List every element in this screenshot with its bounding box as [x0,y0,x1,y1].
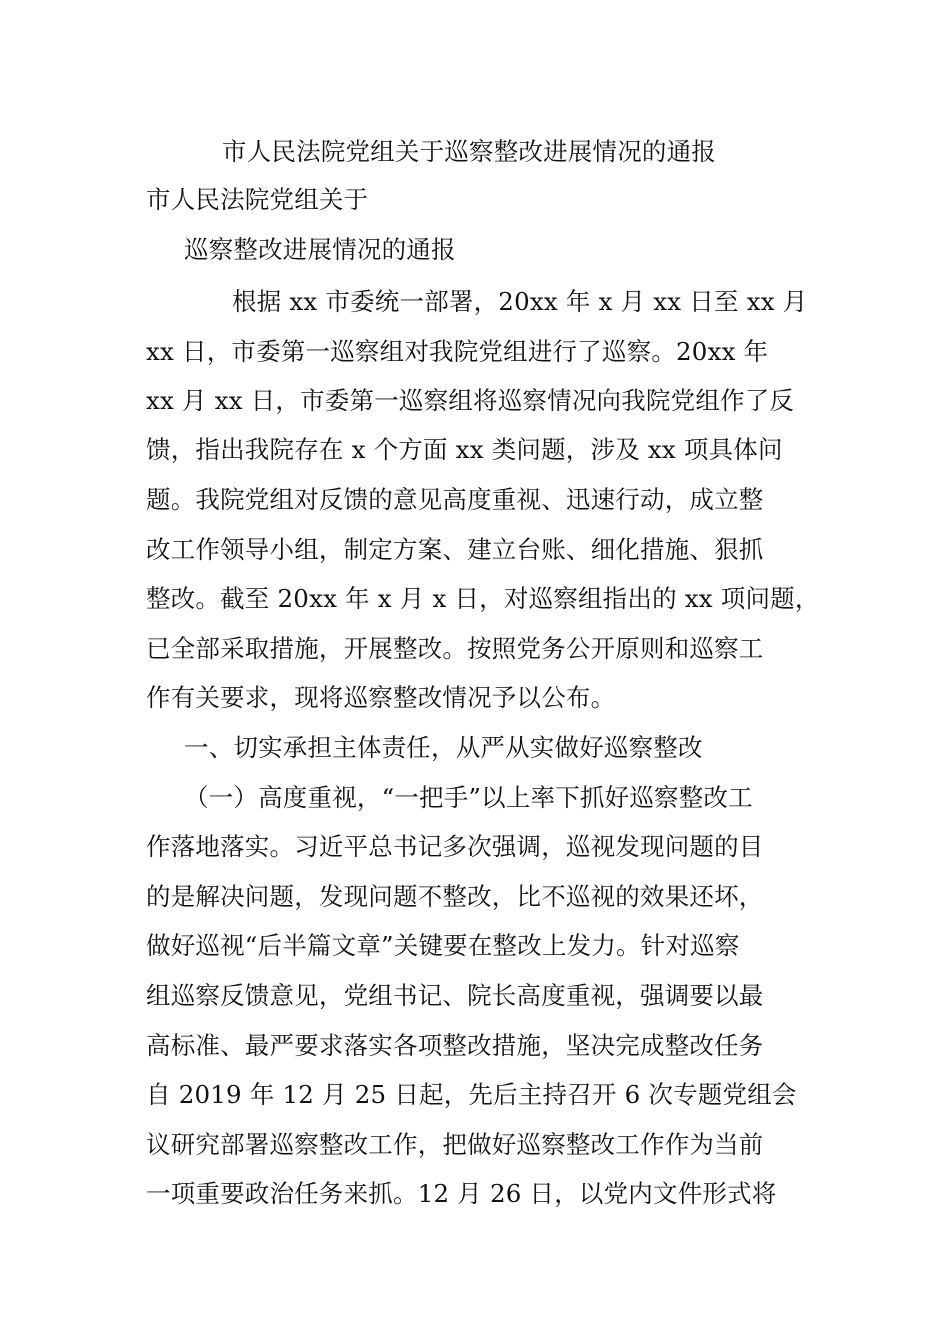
body-line-7: 整改。截至 20xx 年 x 月 x 日，对巡察组指出的 xx 项问题， [146,584,820,613]
body-line-8: 已全部采取措施，开展整改。按照党务公开原则和巡察工 [146,634,764,663]
document-title: 市人民法院党组关于巡察整改进展情况的通报 [222,137,716,166]
body-line-11: （一）高度重视，“一把手”以上率下抓好巡察整改工 [184,783,753,812]
body-line-5: 题。我院党组对反馈的意见高度重视、迅速行动，成立整 [146,485,764,514]
body-line-6: 改工作领导小组，制定方案、建立台账、细化措施、狠抓 [146,535,764,564]
subtitle-line-1: 市人民法院党组关于 [146,185,369,214]
body-line-3: xx 月 xx 日，市委第一巡察组将巡察情况向我院党组作了反 [146,386,795,415]
body-line-19: 一项重要政治任务来抓。12 月 26 日，以党内文件形式将 [146,1179,777,1208]
body-line-14: 做好巡视“后半篇文章”关键要在整改上发力。针对巡察 [146,931,740,960]
body-line-4: 馈，指出我院存在 x 个方面 xx 类问题，涉及 xx 项具体问 [146,435,783,464]
subtitle-line-2: 巡察整改进展情况的通报 [184,235,456,264]
body-line-16: 高标准、最严要求落实各项整改措施，坚决完成整改任务 [146,1031,764,1060]
body-line-17: 自 2019 年 12 月 25 日起，先后主持召开 6 次专题党组会 [146,1080,797,1109]
body-line-12: 作落地落实。习近平总书记多次强调，巡视发现问题的目 [146,832,764,861]
body-line-1: 根据 xx 市委统一部署，20xx 年 x 月 xx 日至 xx 月 [232,287,808,316]
body-line-15: 组巡察反馈意见，党组书记、院长高度重视，强调要以最 [146,981,764,1010]
body-line-9: 作有关要求，现将巡察整改情况予以公布。 [146,683,616,712]
body-line-13: 的是解决问题，发现问题不整改，比不巡视的效果还坏， [146,882,764,911]
body-line-2: xx 日，市委第一巡察组对我院党组进行了巡察。20xx 年 [146,337,769,366]
section-heading-1: 一、切实承担主体责任，从严从实做好巡察整改 [184,733,703,762]
body-line-18: 议研究部署巡察整改工作，把做好巡察整改工作作为当前 [146,1130,764,1159]
